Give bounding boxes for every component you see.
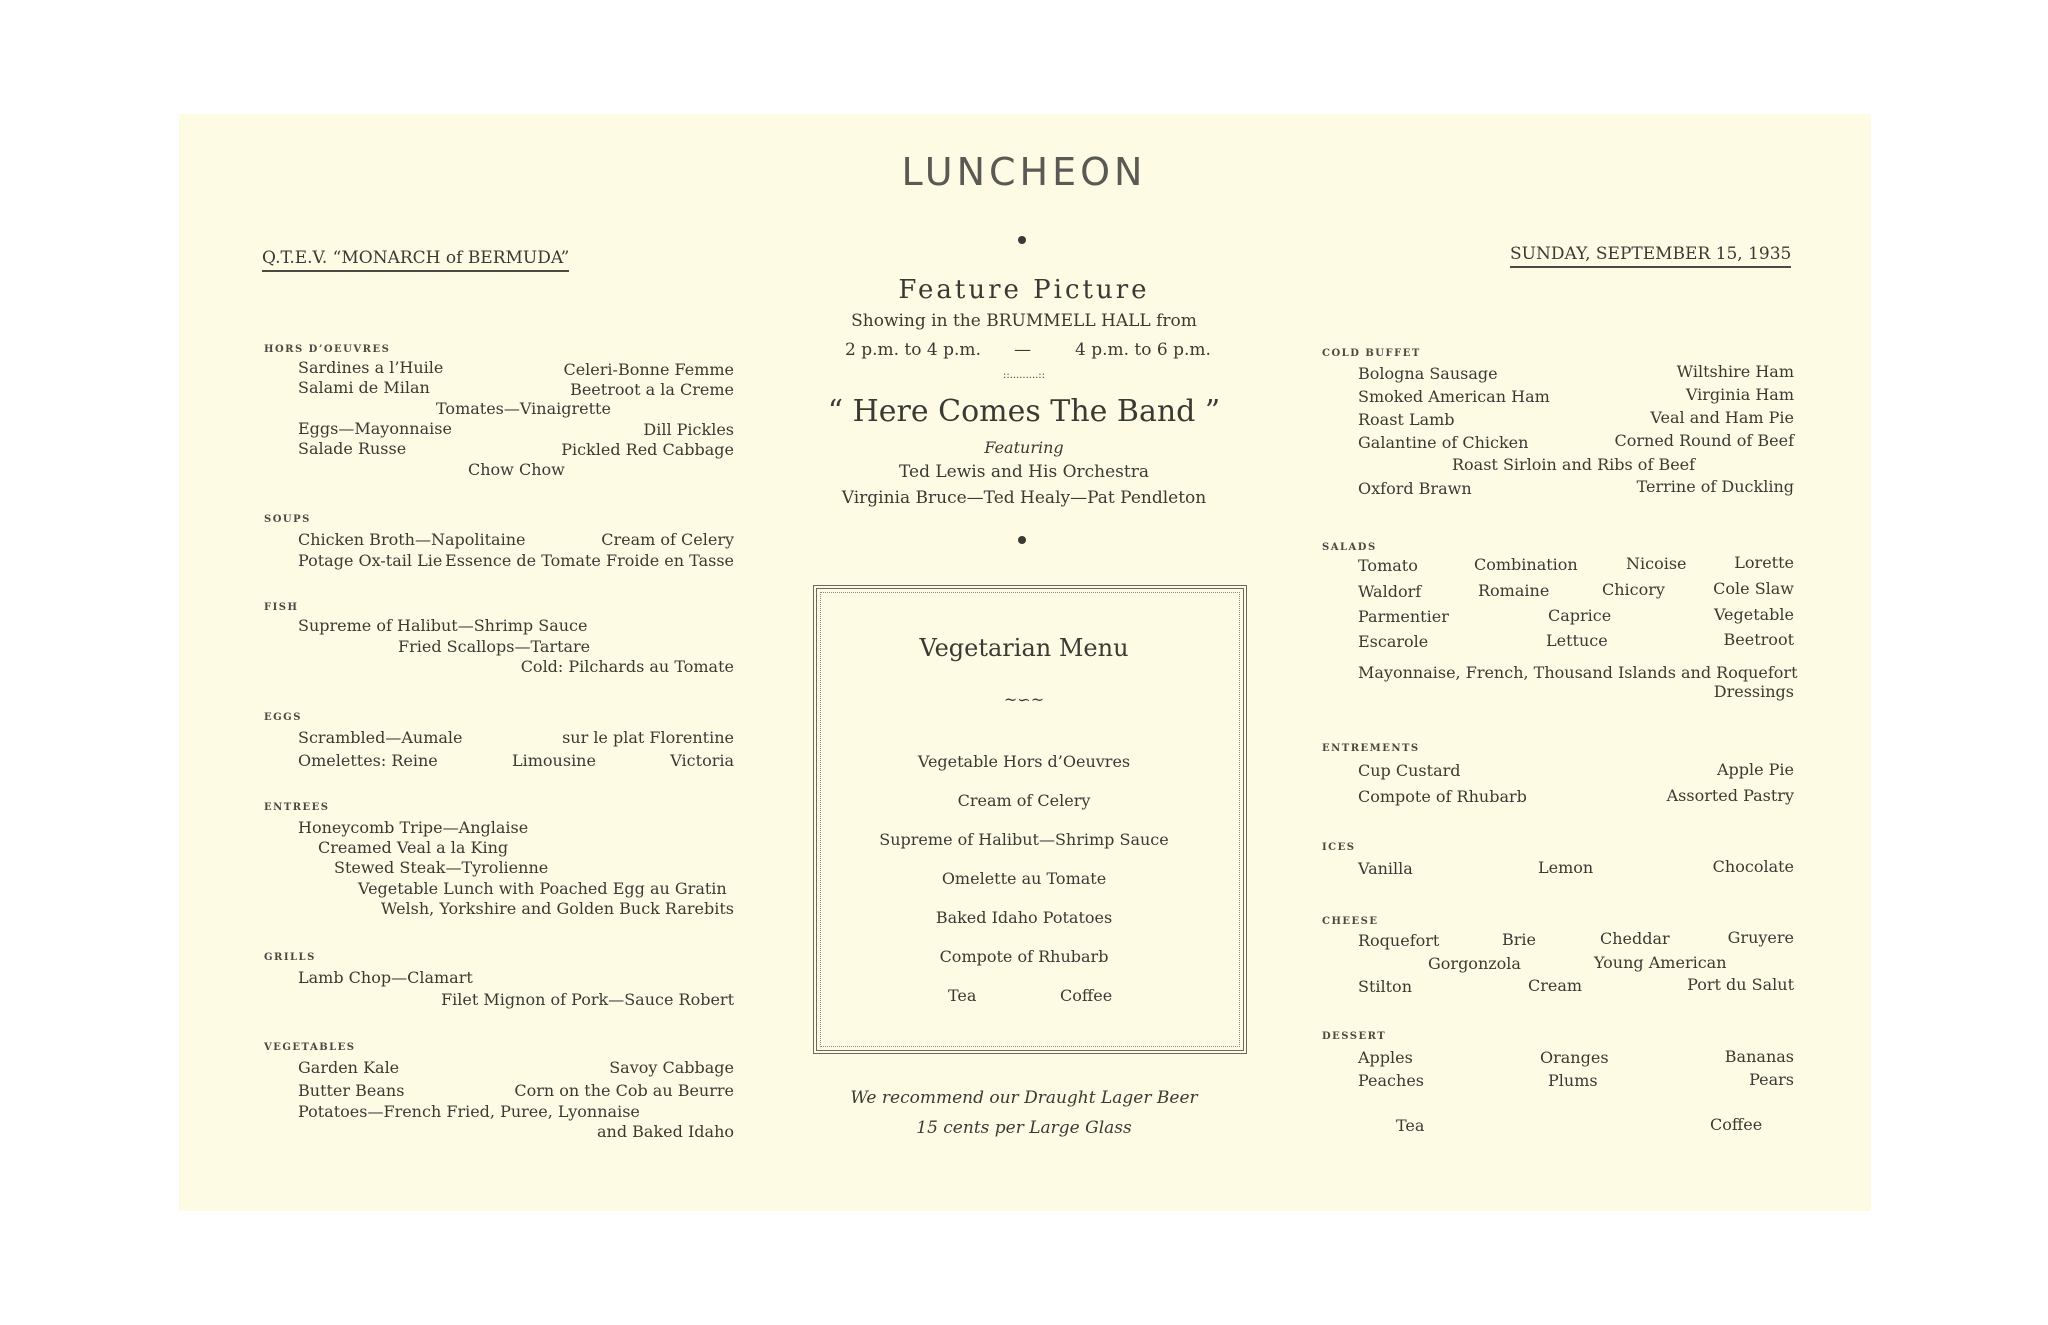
- menu-item: and Baked Idaho: [597, 1122, 734, 1141]
- menu-item: Garden Kale: [298, 1058, 400, 1077]
- section-salads: SALADS: [1322, 542, 1377, 553]
- menu-item: Cream of Celery: [601, 530, 734, 549]
- menu-item: Tomato: [1358, 556, 1418, 575]
- vegetarian-item: Omelette au Tomate: [941, 869, 1107, 888]
- menu-item: Plums: [1548, 1071, 1598, 1090]
- cast-line-2: Virginia Bruce—Ted Healy—Pat Pendleton: [841, 488, 1207, 508]
- menu-item: Oxford Brawn: [1358, 479, 1472, 498]
- ship-name: Q.T.E.V. “MONARCH of BERMUDA”: [262, 248, 569, 272]
- menu-item: Parmentier: [1358, 607, 1449, 626]
- menu-item: Pears: [1749, 1070, 1794, 1089]
- film-title: “ Here Comes The Band ”: [827, 394, 1221, 429]
- menu-item: Fried Scallops—Tartare: [398, 637, 591, 656]
- section-vegetables: VEGETABLES: [264, 1042, 356, 1053]
- menu-item: Lamb Chop—Clamart: [298, 968, 473, 987]
- menu-item: Dill Pickles: [643, 420, 734, 439]
- menu-item: Coffee: [1710, 1115, 1763, 1134]
- menu-item: Vanilla: [1358, 859, 1413, 878]
- menu-item: Roast Lamb: [1358, 410, 1455, 429]
- section-soups: SOUPS: [264, 514, 311, 525]
- menu-item: Tomates—Vinaigrette: [436, 399, 611, 418]
- featuring-label: Featuring: [984, 438, 1064, 457]
- menu-item: Caprice: [1548, 606, 1612, 625]
- menu-item: Apples: [1358, 1048, 1413, 1067]
- menu-item: Salami de Milan: [298, 378, 430, 397]
- menu-item: Stilton: [1358, 977, 1412, 996]
- menu-item: Limousine: [512, 751, 596, 770]
- feature-time-1: 2 p.m. to 4 p.m.: [845, 340, 981, 360]
- menu-item: Filet Mignon of Pork—Sauce Robert: [441, 990, 734, 1009]
- menu-item: Young American: [1594, 953, 1727, 972]
- section-fish: FISH: [264, 602, 299, 613]
- menu-item: Vegetable Lunch with Poached Egg au Gratin: [358, 879, 727, 898]
- menu-item: Corned Round of Beef: [1614, 431, 1794, 450]
- section-ices: ICES: [1322, 842, 1356, 853]
- menu-item: Cheddar: [1600, 929, 1670, 948]
- menu-item: Scrambled—Aumale: [298, 728, 463, 747]
- menu-item: Tea: [1396, 1116, 1425, 1135]
- vegetarian-item: Baked Idaho Potatoes: [935, 908, 1113, 927]
- menu-item: Lorette: [1734, 553, 1794, 572]
- menu-item: Chicken Broth—Napolitaine: [298, 530, 526, 549]
- menu-item: Gruyere: [1727, 928, 1794, 947]
- menu-item: Beetroot a la Creme: [570, 380, 734, 399]
- menu-item: Supreme of Halibut—Shrimp Sauce: [298, 616, 588, 635]
- menu-item: Creamed Veal a la King: [318, 838, 509, 857]
- menu-item: Omelettes: Reine: [298, 751, 438, 770]
- menu-item: Cup Custard: [1358, 761, 1461, 780]
- menu-item: Galantine of Chicken: [1358, 433, 1529, 452]
- menu-item: Potatoes—French Fried, Puree, Lyonnaise: [298, 1102, 640, 1121]
- section-grills: GRILLS: [264, 952, 316, 963]
- menu-date: SUNDAY, SEPTEMBER 15, 1935: [1510, 244, 1791, 268]
- page-title: LUNCHEON: [901, 150, 1147, 194]
- vegetarian-tea: Tea: [948, 986, 977, 1005]
- feature-separator: ::.........::: [1002, 370, 1046, 381]
- menu-item: Nicoise: [1626, 554, 1687, 573]
- bullet-dot: [1018, 236, 1026, 244]
- menu-item: Chocolate: [1712, 857, 1794, 876]
- menu-item: Veal and Ham Pie: [1650, 408, 1794, 427]
- menu-item: Oranges: [1540, 1048, 1609, 1067]
- menu-item: Salade Russe: [298, 439, 407, 458]
- menu-item: Stewed Steak—Tyrolienne: [334, 858, 549, 877]
- menu-item: Lemon: [1538, 858, 1594, 877]
- menu-item: Victoria: [670, 751, 734, 770]
- vegetarian-title: Vegetarian Menu: [919, 634, 1129, 662]
- menu-item: Honeycomb Tripe—Anglaise: [298, 818, 529, 837]
- menu-item: Romaine: [1478, 581, 1550, 600]
- section-cold-buffet: COLD BUFFET: [1322, 348, 1421, 359]
- menu-item: Peaches: [1358, 1071, 1424, 1090]
- menu-item: Celeri-Bonne Femme: [563, 360, 734, 379]
- menu-item: Virginia Ham: [1685, 385, 1794, 404]
- ornament: ~∽~: [1003, 690, 1045, 709]
- menu-item: Mayonnaise, French, Thousand Islands and Roquefort: [1358, 663, 1798, 682]
- menu-item: Brie: [1502, 930, 1536, 949]
- section-dessert: DESSERT: [1322, 1031, 1387, 1042]
- menu-item: sur le plat Florentine: [562, 728, 734, 747]
- menu-item: Pickled Red Cabbage: [561, 440, 734, 459]
- menu-item: Wiltshire Ham: [1676, 362, 1794, 381]
- menu-item: Port du Salut: [1687, 975, 1794, 994]
- menu-item: Sardines a l’Huile: [298, 358, 444, 377]
- section-eggs: EGGS: [264, 712, 302, 723]
- section-entremets: ENTREMENTS: [1322, 743, 1420, 754]
- menu-item: Bananas: [1724, 1047, 1794, 1066]
- menu-item: Dressings: [1713, 682, 1794, 701]
- menu-item: Welsh, Yorkshire and Golden Buck Rarebits: [380, 899, 734, 918]
- vegetarian-item: Vegetable Hors d’Oeuvres: [917, 752, 1131, 771]
- menu-item: Lettuce: [1546, 631, 1608, 650]
- menu-item: Potage Ox-tail Lie: [298, 551, 443, 570]
- menu-item: Compote of Rhubarb: [1358, 787, 1527, 806]
- menu-item: Vegetable: [1713, 605, 1794, 624]
- menu-item: Assorted Pastry: [1666, 786, 1794, 805]
- menu-item: Gorgonzola: [1428, 954, 1521, 973]
- menu-item: Chicory: [1602, 580, 1665, 599]
- menu-item: Roast Sirloin and Ribs of Beef: [1452, 455, 1696, 474]
- vegetarian-item: Supreme of Halibut—Shrimp Sauce: [879, 830, 1169, 849]
- feature-dash: —: [1014, 340, 1031, 360]
- menu-item: Cole Slaw: [1713, 579, 1794, 598]
- menu-item: Beetroot: [1723, 630, 1794, 649]
- section-hors-doeuvres: HORS D’OEUVRES: [264, 344, 391, 355]
- beer-note-2: 15 cents per Large Glass: [916, 1118, 1132, 1138]
- menu-item: Chow Chow: [468, 460, 565, 479]
- menu-item: Eggs—Mayonnaise: [298, 419, 452, 438]
- section-entrees: ENTREES: [264, 802, 330, 813]
- cast-line-1: Ted Lewis and His Orchestra: [898, 462, 1149, 482]
- feature-time-2: 4 p.m. to 6 p.m.: [1075, 340, 1211, 360]
- vegetarian-coffee: Coffee: [1060, 986, 1113, 1005]
- feature-showing: Showing in the BRUMMELL HALL from: [851, 311, 1197, 331]
- menu-item: Escarole: [1358, 632, 1429, 651]
- feature-heading: Feature Picture: [898, 275, 1150, 305]
- menu-item: Waldorf: [1358, 582, 1422, 601]
- menu-item: Bologna Sausage: [1358, 364, 1498, 383]
- menu-item: Terrine of Duckling: [1636, 477, 1794, 496]
- vegetarian-item: Cream of Celery: [957, 791, 1091, 810]
- beer-note-1: We recommend our Draught Lager Beer: [850, 1088, 1198, 1108]
- bullet-dot: [1018, 536, 1026, 544]
- menu-item: Apple Pie: [1716, 760, 1794, 779]
- menu-item: Smoked American Ham: [1358, 387, 1550, 406]
- menu-item: Cream: [1528, 976, 1583, 995]
- menu-item: Essence de Tomate Froide en Tasse: [445, 551, 734, 570]
- menu-item: Roquefort: [1358, 931, 1440, 950]
- menu-item: Savoy Cabbage: [609, 1058, 734, 1077]
- section-cheese: CHEESE: [1322, 916, 1379, 927]
- menu-item: Butter Beans: [298, 1081, 405, 1100]
- vegetarian-item: Compote of Rhubarb: [939, 947, 1109, 966]
- menu-item: Combination: [1474, 555, 1578, 574]
- menu-item: Cold: Pilchards au Tomate: [520, 657, 734, 676]
- menu-item: Corn on the Cob au Beurre: [514, 1081, 734, 1100]
